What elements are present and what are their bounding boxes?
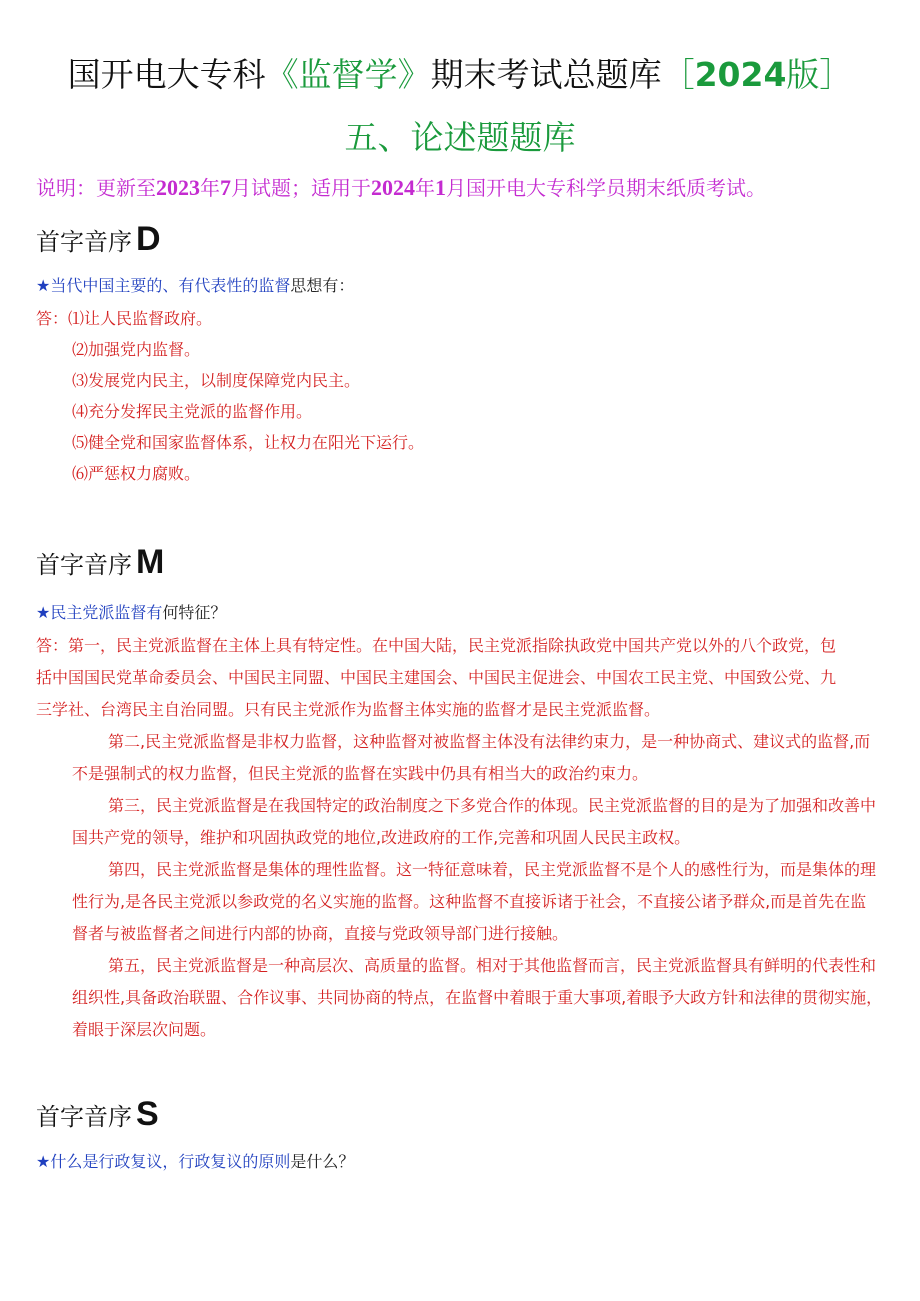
section-heading-text: 首字音序 xyxy=(36,551,132,579)
question-rest: 思想有： xyxy=(290,276,355,295)
note-year-1: 2023 xyxy=(156,175,200,200)
title-suffix: 期末考试总题库 xyxy=(430,55,662,94)
note-text-2: 年 xyxy=(200,176,220,200)
answer-line: ⑶发展党内民主，以制度保障党内民主。 xyxy=(72,371,361,390)
usage-note xyxy=(36,172,766,204)
note-text-4: 年 xyxy=(415,176,435,200)
answer-paragraph xyxy=(36,790,888,854)
note-month-2: 1 xyxy=(435,175,446,200)
question-rest: 何特征？ xyxy=(162,603,227,622)
answer-line: 括中国国民党革命委员会、中国民主同盟、中国民主建国会、中国民主促进会、中国农工民主党、中国致公党、九 xyxy=(36,668,837,687)
answer-paragraph xyxy=(36,950,888,1046)
answer-line: 三学社、台湾民主自治同盟。只有民主党派作为监督主体实施的监督才是民主党派监督。 xyxy=(36,700,661,719)
title-bracket-close: ］ xyxy=(819,55,853,94)
answer-line: 不是强制式的权力监督，但民主党派的监督在实践中仍具有相当大的政治约束力。 xyxy=(72,764,649,783)
answer-line: 答：⑴让人民监督政府。 xyxy=(36,309,213,328)
note-year-2: 2024 xyxy=(371,175,415,200)
answer-line: ⑹严惩权力腐败。 xyxy=(72,464,201,483)
title-bracket-open: ［ xyxy=(661,55,695,94)
section-heading-d xyxy=(36,220,161,261)
answer-d xyxy=(36,303,424,489)
title-year: 2024 xyxy=(694,55,787,94)
question-highlight: ★什么是行政复议，行政复议的原则 xyxy=(36,1152,291,1171)
note-text-1: 说明：更新至 xyxy=(36,176,156,200)
answer-line: 性行为,是各民主党派以参政党的名义实施的监督。这种监督不直接诉诸于社会，不直接公诸予群众,而是首先在监 xyxy=(72,892,867,911)
answer-line: 第四，民主党派监督是集体的理性监督。这一特征意味着，民主党派监督不是个人的感性行为，而是集体的理 xyxy=(108,860,877,879)
answer-line: 国共产党的领导，维护和巩固执政党的地位,改进政府的工作,完善和巩固人民民主政权。 xyxy=(72,828,691,847)
answer-line: ⑷充分发挥民主党派的监督作用。 xyxy=(72,402,313,421)
answer-line: ⑵加强党内监督。 xyxy=(72,340,201,359)
section-heading-s xyxy=(36,1095,159,1136)
section-heading-text: 首字音序 xyxy=(36,1103,132,1131)
note-text-5: 月国开电大专科学员期末纸质考试。 xyxy=(446,176,766,200)
title-edition: 版 xyxy=(786,55,820,94)
answer-line: 着眼于深层次问题。 xyxy=(72,1020,217,1039)
question-d xyxy=(36,273,354,299)
question-highlight: ★民主党派监督有 xyxy=(36,603,163,622)
title-book: 《监督学》 xyxy=(265,55,431,94)
answer-line: 组织性,具备政治联盟、合作议事、共同协商的特点，在监督中着眼于重大事项,着眼予大政方针和法律的贯彻实施， xyxy=(72,988,883,1007)
question-rest: 是什么？ xyxy=(290,1152,355,1171)
note-text-3: 月试题；适用于 xyxy=(231,176,371,200)
question-highlight: ★当代中国主要的、有代表性的监督 xyxy=(36,276,291,295)
section-letter: D xyxy=(136,220,161,258)
answer-line: 督者与被监督者之间进行内部的协商，直接与党政领导部门进行接触。 xyxy=(72,924,569,943)
section-letter: M xyxy=(136,543,165,581)
answer-line: 答：第一，民主党派监督在主体上具有特定性。在中国大陆，民主党派指除执政党中国共产党以外的八个政党，包 xyxy=(36,636,837,655)
answer-m xyxy=(36,630,888,1046)
answer-paragraph xyxy=(36,854,888,950)
answer-line: 第三，民主党派监督是在我国特定的政治制度之下多党合作的体现。民主党派监督的目的是为了加强和改善中 xyxy=(108,796,877,815)
document-title xyxy=(0,52,920,98)
answer-line: ⑸健全党和国家监督体系，让权力在阳光下运行。 xyxy=(72,433,425,452)
answer-line: 第二,民主党派监督是非权力监督，这种监督对被监督主体没有法律约束力，是一种协商式、建议式的监督,而 xyxy=(108,732,871,751)
note-month-1: 7 xyxy=(220,175,231,200)
answer-paragraph xyxy=(36,630,888,726)
title-prefix: 国开电大专科 xyxy=(67,55,266,94)
answer-paragraph xyxy=(36,726,888,790)
section-heading-m xyxy=(36,543,164,584)
answer-line: 第五，民主党派监督是一种高层次、高质量的监督。相对于其他监督而言，民主党派监督具有鲜明的代表性和 xyxy=(108,956,877,975)
question-s xyxy=(36,1149,354,1175)
question-m xyxy=(36,600,226,626)
section-heading-text: 首字音序 xyxy=(36,228,132,256)
document-subtitle: 五、论述题题库 xyxy=(344,118,576,157)
section-letter: S xyxy=(136,1095,159,1133)
